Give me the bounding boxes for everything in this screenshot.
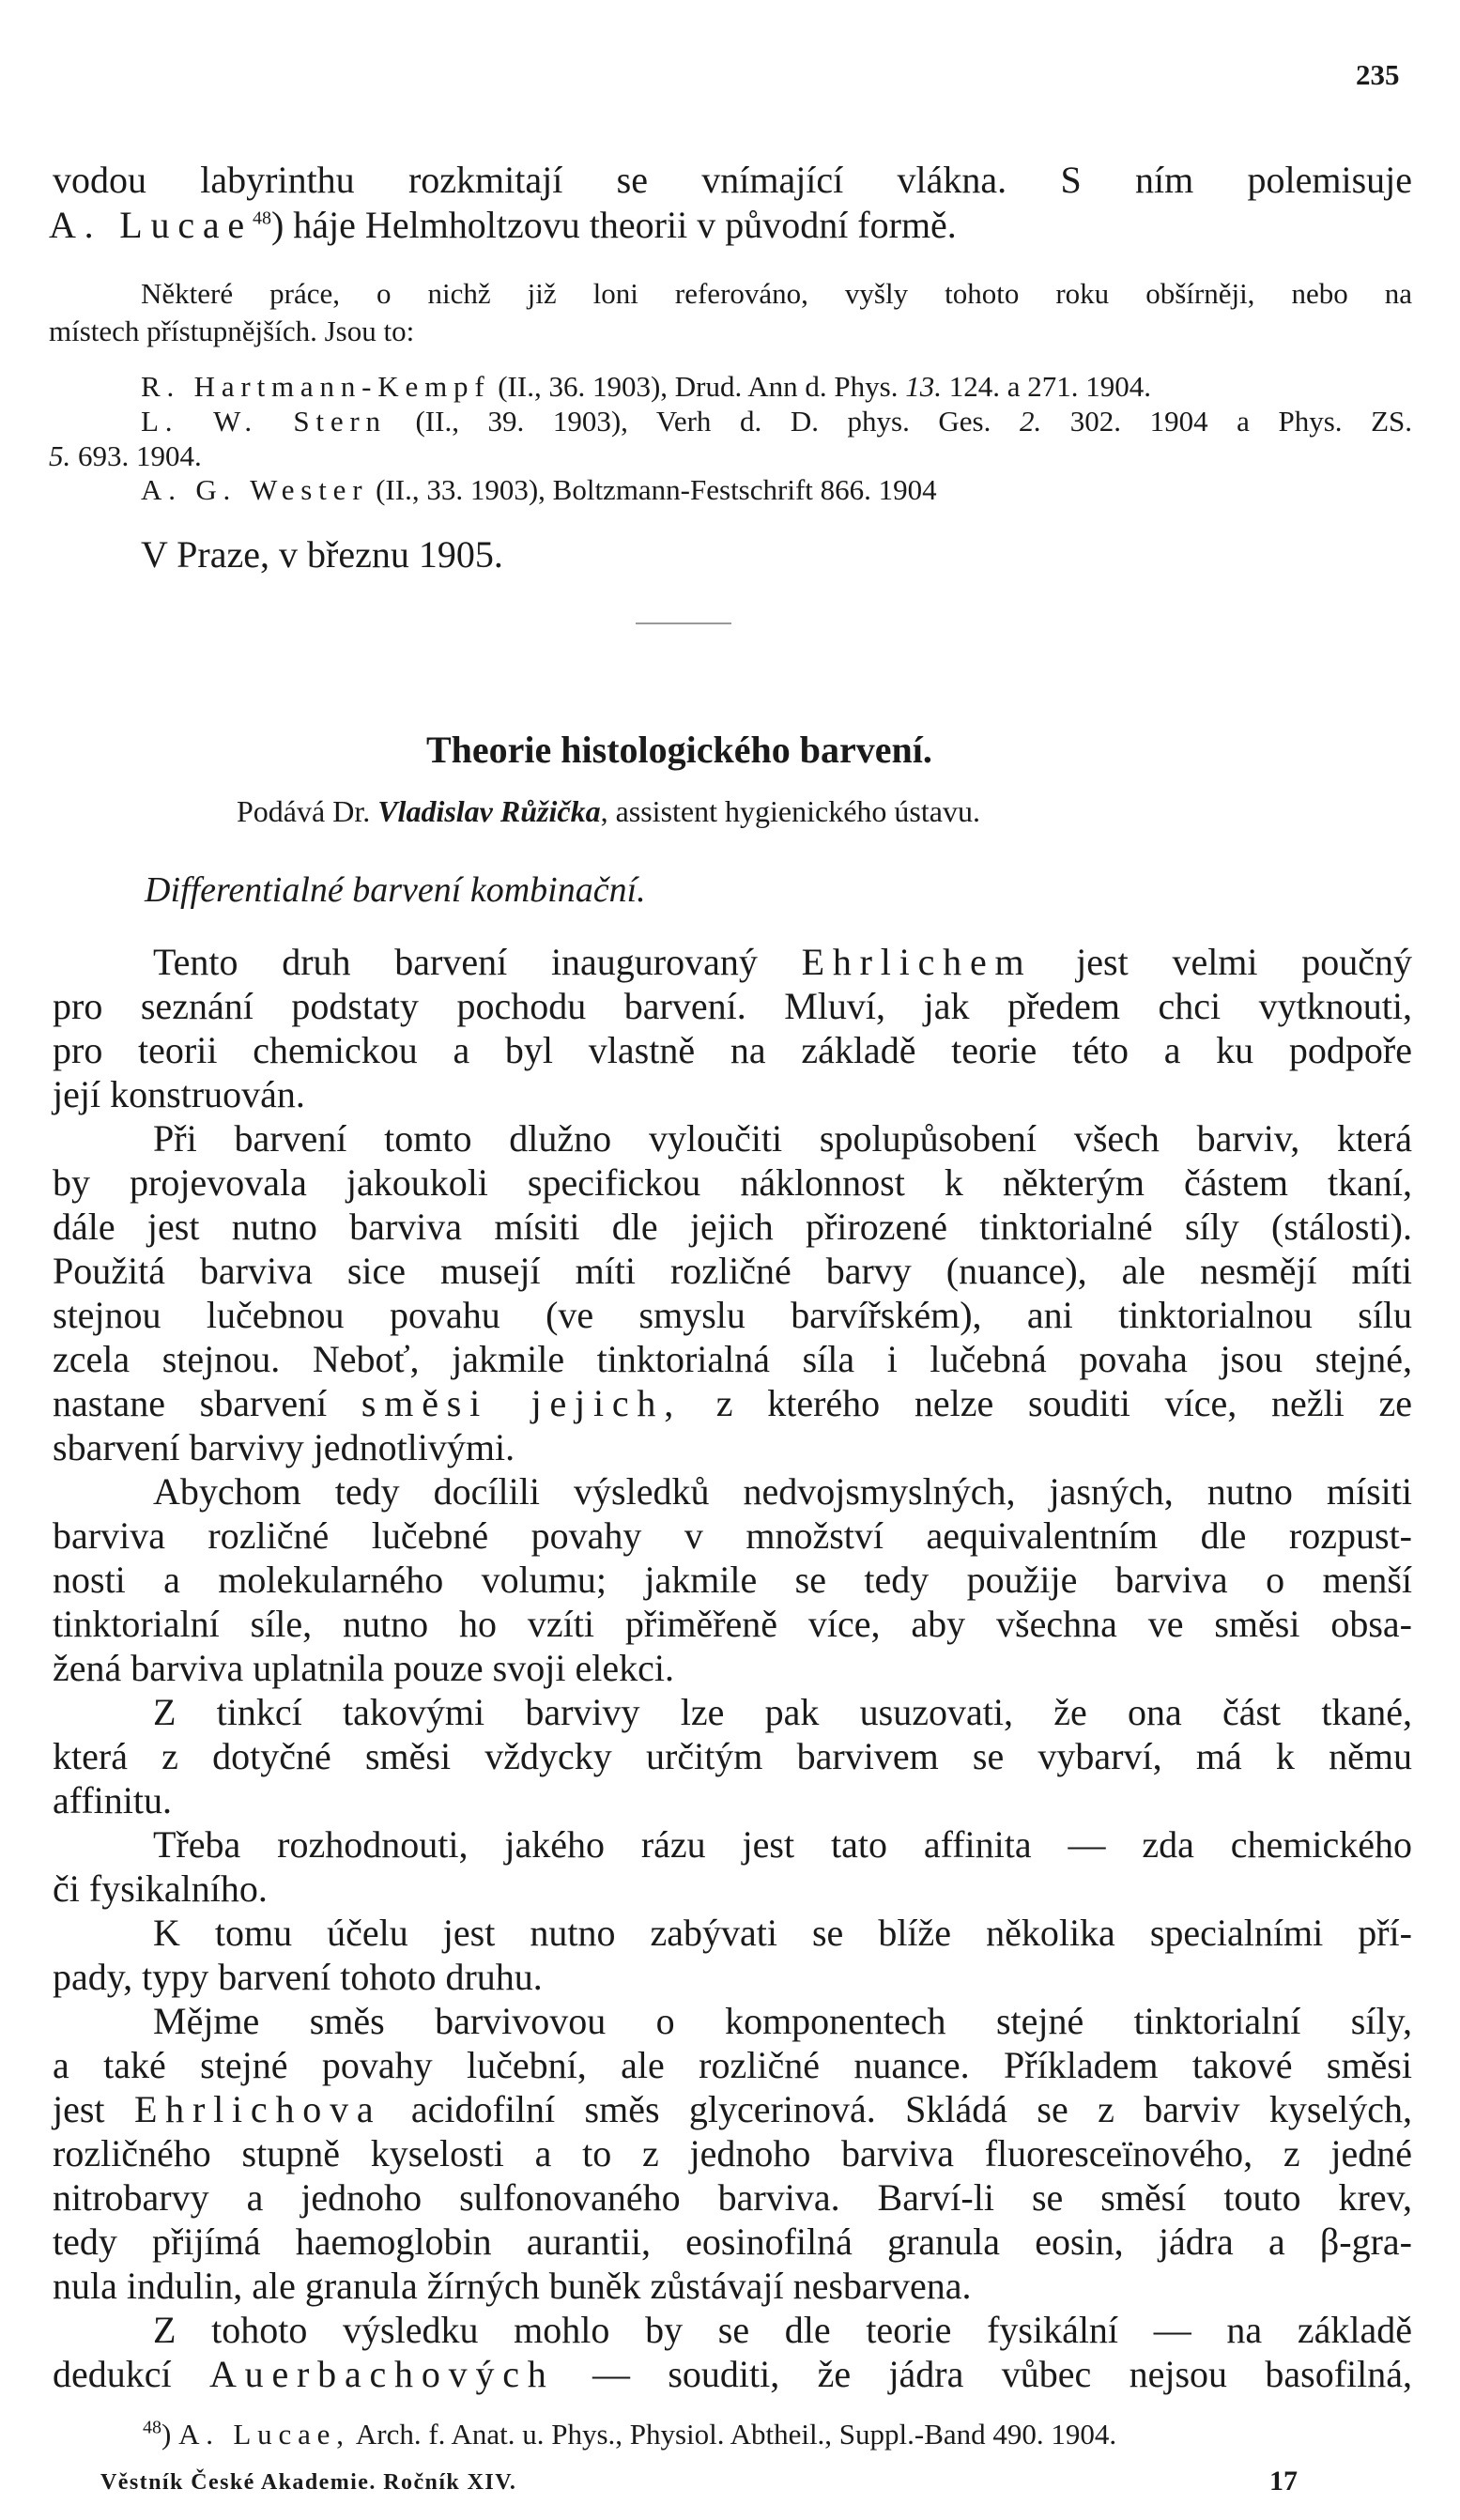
body-line: nula indulin, ale granula žírných buněk zůstávají nesbarvena.	[53, 2265, 972, 2307]
body-line: barviva rozličné lučebné povahy v množství aequivalentním dle rozpust-	[53, 1514, 1412, 1557]
intro-line-2: A. Lucae$^{48}$) háje Helmholtzovu theorii v původní formě.	[49, 204, 957, 246]
body-line: Abychom tedy docílili výsledků nedvojsmyslných, jasných, nutno mísiti	[153, 1470, 1412, 1513]
body-line: která z dotyčné směsi vždycky určitým barvivem se vybarví, má k němu	[53, 1735, 1412, 1777]
body-line: Při barvení tomto dlužno vyloučiti spolupůsobení všech barviv, která	[153, 1117, 1412, 1160]
body-line: žená barviva uplatnila pouze svoji elekci.	[53, 1647, 674, 1689]
article-byline: Podává Dr. Vladislav Růžička, assistent hygienického ústavu.	[237, 794, 980, 828]
reference-hartmann: R. Hartmann-Kempf (II., 36. 1903), Drud. Ann d. Phys. 13. 124. a 271. 1904.	[141, 370, 1151, 403]
body-line: nastane sbarvení směsi jejich, z kterého nelze souditi více, nežli ze	[53, 1382, 1412, 1424]
body-line: rozličného stupně kyselosti a to z jednoho barviva fluoresceïnového, z jedné	[53, 2132, 1412, 2174]
body-line: Tento druh barvení inaugurovaný Ehrlichem jest velmi poučný	[153, 941, 1413, 983]
note-line-2: místech přístupnějších. Jsou to:	[49, 315, 415, 347]
section-divider	[636, 622, 731, 624]
author-name: Vladislav Růžička	[377, 794, 601, 828]
body-line: sbarvení barvivy jednotlivými.	[53, 1426, 515, 1468]
body-line: jest Ehrlichova acidofilní směs glycerinová. Skládá se z barviv kyselých,	[53, 2088, 1413, 2130]
body-line: Z tinkcí takovými barvivy lze pak usuzovati, že ona část tkané,	[153, 1691, 1412, 1733]
reference-stern: L. W. Stern (II., 39. 1903), Verh d. D. phys. Ges. 2. 302. 1904 a Phys. ZS.	[141, 405, 1413, 438]
body-line: by projevovala jakoukoli specifickou náklonnost k některým částem tkaní,	[53, 1161, 1412, 1204]
footnote-ref: 48	[252, 207, 271, 229]
body-line: tedy přijímá haemoglobin aurantii, eosinofilná granula eosin, jádra a β-gra-	[53, 2220, 1412, 2263]
body-line: pro teorii chemickou a byl vlastně na základě teorie této a ku podpoře	[53, 1029, 1412, 1071]
body-line: affinitu.	[53, 1779, 173, 1821]
body-line: Třeba rozhodnouti, jakého rázu jest tato affinita — zda chemického	[153, 1823, 1412, 1866]
body-line: pady, typy barvení tohoto druhu.	[53, 1956, 543, 1998]
body-line: nitrobarvy a jednoho sulfonovaného barviva. Barví-li se směsí touto krev,	[53, 2176, 1412, 2219]
body-line: nosti a molekularného volumu; jakmile se tedy použije barviva o menší	[53, 1559, 1412, 1601]
author-lucae: A. Lucae	[49, 204, 253, 246]
reference-stern-continued: 5. 693. 1904.	[49, 439, 202, 472]
body-line: dedukcí Auerbachových — souditi, že jádra vůbec nejsou basofilná,	[53, 2353, 1413, 2395]
body-line: Mějme směs barvivovou o komponentech stejné tinktorialní síly,	[153, 2000, 1412, 2042]
body-line: a také stejné povahy lučební, ale rozličné nuance. Příkladem takové směsi	[53, 2044, 1412, 2086]
sheet-number: 17	[1269, 2466, 1298, 2497]
place-date: V Praze, v březnu 1905.	[141, 533, 503, 576]
body-line: dále jest nutno barviva mísiti dle jejich přirozené tinktorialné síly (stálosti).	[53, 1206, 1412, 1248]
body-line: tinktorialní síle, nutno ho vzíti přiměřeně více, aby všechna ve směsi obsa-	[53, 1603, 1412, 1645]
intro-line-1: vodou labyrinthu rozkmitají se vnímající vlákna. S ním polemisuje	[53, 159, 1412, 201]
page-number: 235	[1356, 58, 1400, 91]
body-line: pro seznání podstaty pochodu barvení. Mluví, jak předem chci vytknouti,	[53, 985, 1412, 1027]
article-title: Theorie histologického barvení.	[426, 729, 932, 771]
reference-wester: A. G. Wester (II., 33. 1903), Boltzmann-Festschrift 866. 1904	[141, 473, 937, 506]
body-line: či fysikalního.	[53, 1867, 268, 1910]
body-line: Použitá barviva sice musejí míti rozličné barvy (nuance), ale nesmějí míti	[53, 1250, 1412, 1292]
journal-footer: Věstník České Akademie. Ročník XIV.	[100, 2470, 517, 2495]
note-line-1: Některé práce, o nichž již loni referováno, vyšly tohoto roku obšírněji, nebo na	[141, 277, 1412, 310]
body-line: stejnou lučebnou povahu (ve smyslu barvířském), ani tinktorialnou sílu	[53, 1294, 1412, 1336]
body-line: její konstruován.	[53, 1073, 305, 1115]
footnote-mark: 48	[143, 2417, 161, 2438]
body-line: zcela stejnou. Neboť, jakmile tinktorialná síla i lučebná povaha jsou stejné,	[53, 1338, 1412, 1380]
footnote: $^{48}$) A. Lucae, Arch. f. Anat. u. Phys., Physiol. Abtheil., Suppl.-Band 490. 1904.	[143, 2417, 1117, 2451]
body-line: Z tohoto výsledku mohlo by se dle teorie fysikální — na základě	[153, 2309, 1412, 2351]
section-heading: Differentialné barvení kombinační.	[145, 870, 646, 910]
body-line: K tomu účelu jest nutno zabývati se blíže několika specialními pří-	[153, 1912, 1412, 1954]
